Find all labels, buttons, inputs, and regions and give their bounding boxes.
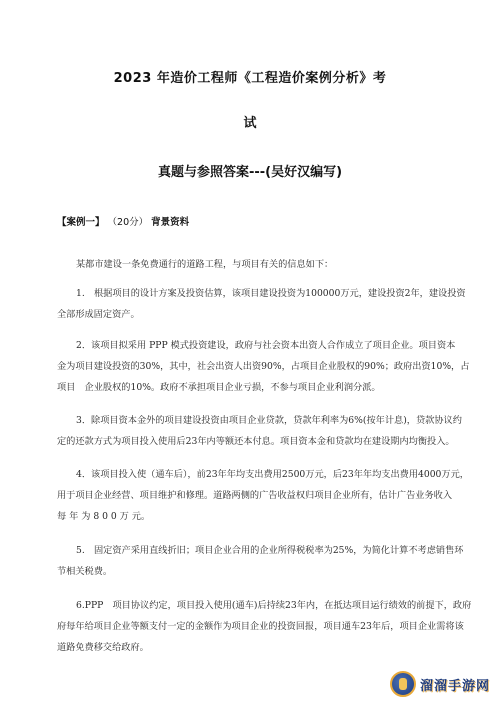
paragraph-line: 4．该项目投入使（通车后），前23年年均支出费用2500万元，后23年年均支出费用4000万元， xyxy=(76,469,469,480)
paragraph-line: 3．除项目资本金外的项目建设投资由项目企业贷款，贷款年利率为6%(按年计息)，贷款协议约 xyxy=(76,415,462,426)
paragraph-line: 5. 固定资产采用直线折旧；项目企业合用的企业所得税税率为25%，为简化计算不考虑销售环 xyxy=(76,545,464,556)
case-points: （20分） xyxy=(107,217,149,228)
watermark-text: 溜溜手游网 xyxy=(420,678,491,694)
paragraph-line: 节相关税费。 xyxy=(57,566,113,577)
subtitle: 真题与参照答案---(吴好汉编写) xyxy=(157,165,343,180)
paragraph-3 xyxy=(57,410,462,452)
paragraph-line: 项目 企业股权的10%。政府不承担项目企业亏损，不参与项目企业利润分派。 xyxy=(57,382,381,393)
paragraph-line: 某都市建设一条免费通行的道路工程，与项目有关的信息如下： xyxy=(76,259,334,270)
paragraph-4 xyxy=(57,464,469,527)
title-line-2: 试 xyxy=(243,116,257,131)
paragraph-5 xyxy=(57,540,464,582)
paragraph-line: 每 年 为 8 0 0 万 元。 xyxy=(57,511,151,522)
paragraph-line: 道路免费移交给政府。 xyxy=(57,642,149,653)
paragraph-intro xyxy=(57,254,449,275)
paragraph-1 xyxy=(57,283,466,325)
paragraph-line: 1. 根据项目的设计方案及投资估算，该项目建设投资为100000万元，建设投资2年，建设投资 xyxy=(76,288,466,299)
case-label: 【案例一】 xyxy=(57,217,105,228)
paragraph-line: 6.PPP 项目协议约定，项目投入使用(通车)后持续23年内，在抵达项目运行绩效的前提下，政府 xyxy=(76,600,472,611)
paragraph-line: 全部形成固定资产。 xyxy=(57,309,140,320)
paragraph-line: 府每年给项目企业等额支付一定的金额作为项目企业的投资回报，项目通车23年后，项目企业需将该 xyxy=(57,621,464,632)
paragraph-line: 金为项目建设投资的30%，其中，社会出资人出资90%，占项目企业股权的90%；政府出资10%，占 xyxy=(57,361,470,372)
paragraph-line: 2．该项目拟采用 PPP 模式投资建设，政府与社会资本出资人合作成立了项目企业。项目资本 xyxy=(76,340,456,351)
case-section: 背景资料 xyxy=(151,217,190,228)
watermark-logo-icon xyxy=(390,671,416,697)
paragraph-line: 用于项目企业经营、项目维护和修理。道路两侧的广告收益权归项目企业所有，估计广告业务收入 xyxy=(57,490,453,501)
title-line-1: 2023 年造价工程师《工程造价案例分析》考 xyxy=(113,71,387,86)
paragraph-line: 定的还款方式为项目投入使用后23年内等额还本付息。项目资本金和贷款均在建设期内均衡投入。 xyxy=(57,436,455,447)
paragraph-6 xyxy=(57,595,472,658)
paragraph-2 xyxy=(57,335,470,398)
case-heading xyxy=(57,214,189,228)
watermark xyxy=(390,669,492,699)
